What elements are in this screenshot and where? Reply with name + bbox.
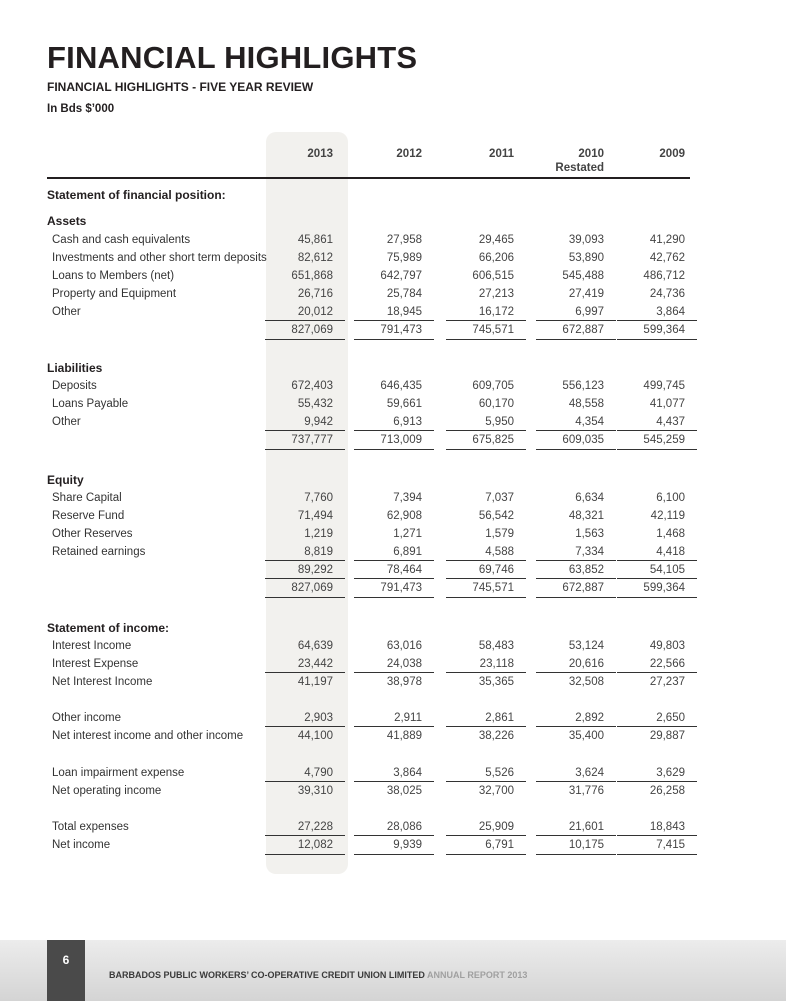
cell-value: 20,616 xyxy=(568,658,604,670)
cell-value: 45,861 xyxy=(297,234,333,246)
table-row xyxy=(0,377,786,395)
table-row xyxy=(0,637,786,655)
cell-value: 7,760 xyxy=(304,492,333,504)
cell-value: 7,037 xyxy=(485,492,514,504)
cell-value: 59,661 xyxy=(386,398,422,410)
cell-value: 3,864 xyxy=(393,767,422,779)
cell-value: 78,464 xyxy=(386,564,422,576)
cell-value: 39,093 xyxy=(568,234,604,246)
subtotal-rule xyxy=(446,339,526,340)
table-row xyxy=(0,836,786,854)
cell-value: 64,639 xyxy=(297,640,333,652)
table-row xyxy=(0,321,786,339)
table-row xyxy=(0,818,786,836)
subtotal-rule xyxy=(617,339,697,340)
cell-value: 3,624 xyxy=(575,767,604,779)
cell-value: 713,009 xyxy=(380,434,422,446)
table-row xyxy=(0,543,786,561)
cell-value: 32,700 xyxy=(478,785,514,797)
table-row xyxy=(0,431,786,449)
cell-value: 672,403 xyxy=(291,380,333,392)
cell-value: 6,891 xyxy=(393,546,422,558)
subtotal-rule xyxy=(354,835,434,836)
cell-value: 16,172 xyxy=(478,306,514,318)
section-income xyxy=(0,619,786,637)
cell-value: 42,762 xyxy=(649,252,685,264)
cell-value: 56,542 xyxy=(478,510,514,522)
cell-value: 7,334 xyxy=(575,546,604,558)
cell-value: 71,494 xyxy=(297,510,333,522)
section-position xyxy=(0,186,786,204)
cell-value: 646,435 xyxy=(380,380,422,392)
subtotal-rule xyxy=(354,578,434,579)
cell-value: 82,612 xyxy=(297,252,333,264)
cell-value: 29,465 xyxy=(478,234,514,246)
subtotal-rule xyxy=(265,835,345,836)
cell-value: 35,365 xyxy=(478,676,514,688)
table-row xyxy=(0,249,786,267)
cell-value: 4,790 xyxy=(304,767,333,779)
subtotal-rule xyxy=(617,854,697,855)
subtotal-rule xyxy=(446,597,526,598)
cell-value: 6,634 xyxy=(575,492,604,504)
cell-value: 675,825 xyxy=(472,434,514,446)
year-header: 2009 xyxy=(659,148,685,160)
subtotal-rule xyxy=(617,320,697,321)
cell-value: 25,784 xyxy=(386,288,422,300)
footer-org: BARBADOS PUBLIC WORKERS’ CO-OPERATIVE CREDIT UNION LIMITED xyxy=(109,970,425,980)
cell-value: 7,415 xyxy=(656,839,685,851)
subtotal-rule xyxy=(446,854,526,855)
subtotal-rule xyxy=(617,672,697,673)
cell-value: 1,579 xyxy=(485,528,514,540)
cell-value: 4,437 xyxy=(656,416,685,428)
cell-value: 41,290 xyxy=(649,234,685,246)
cell-value: 32,508 xyxy=(568,676,604,688)
cell-value: 6,997 xyxy=(575,306,604,318)
cell-value: 23,118 xyxy=(479,658,514,670)
cell-value: 66,206 xyxy=(478,252,514,264)
subtotal-rule xyxy=(617,449,697,450)
table-row xyxy=(0,709,786,727)
cell-value: 2,903 xyxy=(304,712,333,724)
cell-value: 672,887 xyxy=(562,582,604,594)
section-assets xyxy=(0,212,786,230)
cell-value: 599,364 xyxy=(643,582,685,594)
subtotal-rule xyxy=(354,597,434,598)
cell-value: 737,777 xyxy=(291,434,333,446)
cell-value: 545,259 xyxy=(643,434,685,446)
subtotal-rule xyxy=(354,854,434,855)
row-label: Loan impairment expense xyxy=(52,767,185,779)
subtotal-rule xyxy=(536,320,616,321)
cell-value: 5,950 xyxy=(485,416,514,428)
cell-value: 3,629 xyxy=(656,767,685,779)
cell-value: 1,219 xyxy=(304,528,333,540)
row-label: Share Capital xyxy=(52,492,122,504)
cell-value: 29,887 xyxy=(649,730,685,742)
cell-value: 651,868 xyxy=(291,270,333,282)
subtotal-rule xyxy=(354,339,434,340)
table-row xyxy=(0,413,786,431)
subtotal-rule xyxy=(536,781,616,782)
subtotal-rule xyxy=(617,597,697,598)
subtotal-rule xyxy=(536,854,616,855)
subtotal-rule xyxy=(617,578,697,579)
subtotal-rule xyxy=(265,781,345,782)
cell-value: 3,864 xyxy=(656,306,685,318)
cell-value: 545,488 xyxy=(562,270,604,282)
cell-value: 486,712 xyxy=(643,270,685,282)
cell-value: 4,354 xyxy=(575,416,604,428)
year-header: 2010 xyxy=(578,148,604,160)
row-label: Net Interest Income xyxy=(52,676,153,688)
subtotal-rule xyxy=(536,339,616,340)
cell-value: 54,105 xyxy=(649,564,685,576)
cell-value: 1,271 xyxy=(393,528,422,540)
cell-value: 38,226 xyxy=(478,730,514,742)
subtotal-rule xyxy=(354,726,434,727)
cell-value: 1,563 xyxy=(575,528,604,540)
row-label: Investments and other short term deposits xyxy=(52,252,267,264)
cell-value: 38,978 xyxy=(386,676,422,688)
cell-value: 642,797 xyxy=(380,270,422,282)
cell-value: 18,945 xyxy=(386,306,422,318)
subtotal-rule xyxy=(265,726,345,727)
cell-value: 53,124 xyxy=(568,640,604,652)
cell-value: 48,321 xyxy=(568,510,604,522)
cell-value: 23,442 xyxy=(297,658,333,670)
page-number: 6 xyxy=(47,940,85,1001)
subtotal-rule xyxy=(354,449,434,450)
cell-value: 41,197 xyxy=(297,676,333,688)
section-title: Statement of income: xyxy=(47,621,170,635)
subtotal-rule xyxy=(446,578,526,579)
cell-value: 7,394 xyxy=(393,492,422,504)
cell-value: 1,468 xyxy=(656,528,685,540)
cell-value: 28,086 xyxy=(386,821,422,833)
cell-value: 4,588 xyxy=(485,546,514,558)
cell-value: 22,566 xyxy=(649,658,685,670)
row-label: Loans to Members (net) xyxy=(52,270,175,282)
table-row xyxy=(0,579,786,597)
cell-value: 44,100 xyxy=(297,730,333,742)
cell-value: 609,705 xyxy=(472,380,514,392)
cell-value: 63,016 xyxy=(386,640,422,652)
cell-value: 8,819 xyxy=(304,546,333,558)
year-header: 2012 xyxy=(396,148,422,160)
subtotal-rule xyxy=(265,597,345,598)
subtotal-rule xyxy=(617,726,697,727)
cell-value: 791,473 xyxy=(380,324,422,336)
section-title: Assets xyxy=(47,214,87,228)
cell-value: 6,791 xyxy=(485,839,514,851)
row-label: Net income xyxy=(52,839,111,851)
cell-value: 827,069 xyxy=(291,324,333,336)
cell-value: 69,746 xyxy=(478,564,514,576)
row-label: Other income xyxy=(52,712,122,724)
subtotal-rule xyxy=(446,835,526,836)
cell-value: 42,119 xyxy=(650,510,685,522)
table-row xyxy=(0,673,786,691)
table-row xyxy=(0,782,786,800)
page-subtitle: FINANCIAL HIGHLIGHTS - FIVE YEAR REVIEW xyxy=(47,80,314,94)
row-label: Reserve Fund xyxy=(52,510,125,522)
cell-value: 2,650 xyxy=(656,712,685,724)
subtotal-rule xyxy=(446,672,526,673)
units-note: In Bds $’000 xyxy=(47,103,115,115)
subtotal-rule xyxy=(265,560,345,561)
subtotal-rule xyxy=(536,449,616,450)
table-row xyxy=(0,303,786,321)
cell-value: 27,958 xyxy=(386,234,422,246)
cell-value: 9,942 xyxy=(304,416,333,428)
table-row xyxy=(0,525,786,543)
cell-value: 27,237 xyxy=(649,676,685,688)
cell-value: 745,571 xyxy=(472,324,514,336)
cell-value: 5,526 xyxy=(485,767,514,779)
section-equity xyxy=(0,471,786,489)
table-row xyxy=(0,395,786,413)
subtotal-rule xyxy=(265,430,345,431)
subtotal-rule xyxy=(354,560,434,561)
table-row xyxy=(0,507,786,525)
subtotal-rule xyxy=(536,578,616,579)
cell-value: 26,716 xyxy=(297,288,333,300)
subtotal-rule xyxy=(617,430,697,431)
subtotal-rule xyxy=(536,726,616,727)
cell-value: 58,483 xyxy=(478,640,514,652)
year-header: 2011 xyxy=(489,148,514,160)
cell-value: 791,473 xyxy=(380,582,422,594)
table-row xyxy=(0,764,786,782)
subtotal-rule xyxy=(536,597,616,598)
subtotal-rule xyxy=(265,339,345,340)
row-label: Total expenses xyxy=(52,821,129,833)
subtotal-rule xyxy=(536,430,616,431)
cell-value: 9,939 xyxy=(393,839,422,851)
cell-value: 60,170 xyxy=(478,398,514,410)
cell-value: 53,890 xyxy=(568,252,604,264)
subtotal-rule xyxy=(265,672,345,673)
cell-value: 20,012 xyxy=(297,306,333,318)
row-label: Loans Payable xyxy=(52,398,129,410)
cell-value: 41,889 xyxy=(386,730,422,742)
cell-value: 25,909 xyxy=(478,821,514,833)
table-row xyxy=(0,231,786,249)
cell-value: 27,419 xyxy=(568,288,604,300)
cell-value: 10,175 xyxy=(568,839,604,851)
subtotal-rule xyxy=(354,672,434,673)
restated-note: Restated xyxy=(555,162,604,174)
table-row xyxy=(0,489,786,507)
cell-value: 27,228 xyxy=(297,821,333,833)
cell-value: 672,887 xyxy=(562,324,604,336)
cell-value: 63,852 xyxy=(568,564,604,576)
cell-value: 35,400 xyxy=(568,730,604,742)
table-row xyxy=(0,285,786,303)
row-label: Property and Equipment xyxy=(52,288,177,300)
cell-value: 75,989 xyxy=(386,252,422,264)
table-row xyxy=(0,267,786,285)
row-label: Deposits xyxy=(52,380,97,392)
cell-value: 745,571 xyxy=(472,582,514,594)
cell-value: 556,123 xyxy=(562,380,604,392)
row-label: Retained earnings xyxy=(52,546,146,558)
cell-value: 12,082 xyxy=(297,839,333,851)
section-title: Statement of financial position: xyxy=(47,188,226,202)
subtotal-rule xyxy=(446,430,526,431)
row-label: Other xyxy=(52,416,81,428)
row-label: Interest Income xyxy=(52,640,132,652)
subtotal-rule xyxy=(446,781,526,782)
subtotal-rule xyxy=(617,560,697,561)
restated-row xyxy=(0,159,786,177)
cell-value: 89,292 xyxy=(297,564,333,576)
section-title: Equity xyxy=(47,473,84,487)
row-label: Other Reserves xyxy=(52,528,133,540)
subtotal-rule xyxy=(446,320,526,321)
table-row xyxy=(0,727,786,745)
row-label: Cash and cash equivalents xyxy=(52,234,191,246)
cell-value: 62,908 xyxy=(386,510,422,522)
subtotal-rule xyxy=(536,672,616,673)
header-rule xyxy=(47,177,690,179)
cell-value: 21,601 xyxy=(568,821,604,833)
cell-value: 55,432 xyxy=(297,398,333,410)
cell-value: 24,736 xyxy=(649,288,685,300)
cell-value: 606,515 xyxy=(472,270,514,282)
cell-value: 827,069 xyxy=(291,582,333,594)
cell-value: 2,861 xyxy=(485,712,514,724)
section-title: Liabilities xyxy=(47,361,103,375)
subtotal-rule xyxy=(446,560,526,561)
subtotal-rule xyxy=(265,854,345,855)
cell-value: 26,258 xyxy=(649,785,685,797)
cell-value: 38,025 xyxy=(386,785,422,797)
cell-value: 2,911 xyxy=(394,712,422,724)
cell-value: 41,077 xyxy=(649,398,685,410)
section-liabilities xyxy=(0,359,786,377)
row-label: Other xyxy=(52,306,81,318)
row-label: Net operating income xyxy=(52,785,162,797)
subtotal-rule xyxy=(536,835,616,836)
subtotal-rule xyxy=(446,726,526,727)
cell-value: 27,213 xyxy=(478,288,514,300)
subtotal-rule xyxy=(265,449,345,450)
subtotal-rule xyxy=(446,449,526,450)
footer-report: ANNUAL REPORT 2013 xyxy=(427,970,528,980)
table-row xyxy=(0,655,786,673)
cell-value: 48,558 xyxy=(568,398,604,410)
table-row xyxy=(0,561,786,579)
subtotal-rule xyxy=(354,430,434,431)
cell-value: 6,100 xyxy=(656,492,685,504)
cell-value: 2,892 xyxy=(575,712,604,724)
row-label: Net interest income and other income xyxy=(52,730,244,742)
subtotal-rule xyxy=(617,781,697,782)
subtotal-rule xyxy=(617,835,697,836)
cell-value: 18,843 xyxy=(649,821,685,833)
subtotal-rule xyxy=(354,320,434,321)
year-header: 2013 xyxy=(307,148,333,160)
subtotal-rule xyxy=(265,578,345,579)
cell-value: 4,418 xyxy=(656,546,685,558)
row-label: Interest Expense xyxy=(52,658,139,670)
footer-text xyxy=(109,970,527,980)
cell-value: 6,913 xyxy=(393,416,422,428)
cell-value: 599,364 xyxy=(643,324,685,336)
cell-value: 31,776 xyxy=(568,785,604,797)
page-title: FINANCIAL HIGHLIGHTS xyxy=(47,40,418,75)
cell-value: 24,038 xyxy=(386,658,422,670)
cell-value: 609,035 xyxy=(562,434,604,446)
cell-value: 49,803 xyxy=(649,640,685,652)
cell-value: 39,310 xyxy=(297,785,333,797)
cell-value: 499,745 xyxy=(643,380,685,392)
subtotal-rule xyxy=(265,320,345,321)
subtotal-rule xyxy=(536,560,616,561)
subtotal-rule xyxy=(354,781,434,782)
